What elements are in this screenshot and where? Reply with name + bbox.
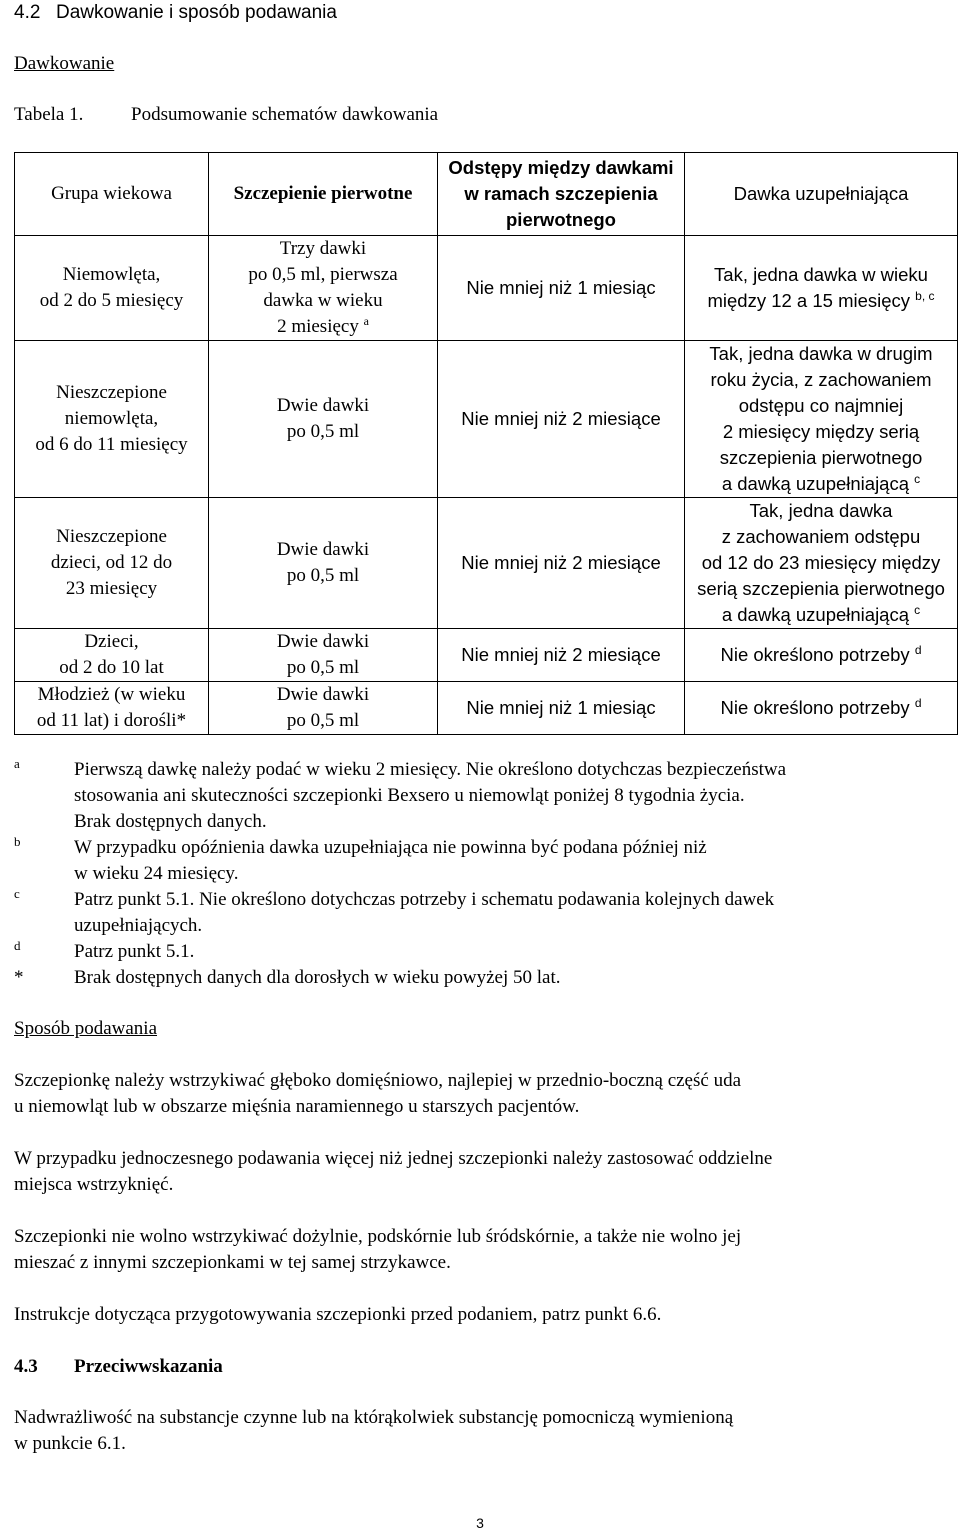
subheading-dosing: Dawkowanie xyxy=(14,53,115,74)
cell-age-group: Młodzież (w wieku od 11 lat) i dorośli* xyxy=(15,682,209,735)
cell-age-group: Nieszczepione niemowlęta, od 6 do 11 miesięcy xyxy=(15,341,209,498)
paragraph: W przypadku jednoczesnego podawania więcej niż jednej szczepionki należy zastosować oddzielne miejsca wstrzyknięć. xyxy=(14,1148,773,1195)
footnote-c: c Patrz punkt 5.1. Nie określono dotychczas potrzeby i schematu podawania kolejnych dawek uzupełniających. xyxy=(14,887,944,939)
contraindications-text: Nadwrażliwość na substancje czynne lub na którąkolwiek substancję pomocniczą wymienioną w punkcie 6.1. xyxy=(14,1407,734,1454)
subheading-administration: Sposób podawania xyxy=(14,1018,158,1039)
dosing-schedule-table xyxy=(14,152,958,735)
cell-primary: Dwie dawki po 0,5 ml xyxy=(209,629,438,682)
cell-primary: Dwie dawki po 0,5 ml xyxy=(209,498,438,629)
header-interval: Odstępy między dawkami w ramach szczepienia pierwotnego xyxy=(438,153,685,236)
footnote-d: d Patrz punkt 5.1. xyxy=(14,939,944,965)
footnote-mark: * xyxy=(14,967,24,988)
section-heading-4-2 xyxy=(14,0,337,26)
cell-primary: Dwie dawki po 0,5 ml xyxy=(209,341,438,498)
cell-age-group: Nieszczepione dzieci, od 12 do 23 miesięcy xyxy=(15,498,209,629)
cell-age-group: Niemowlęta, od 2 do 5 miesięcy xyxy=(15,236,209,341)
footnote-mark: a xyxy=(14,756,20,771)
footnote-ref: a xyxy=(363,314,369,328)
cell-interval: Nie mniej niż 1 miesiąc xyxy=(438,236,685,341)
paragraph: Instrukcje dotycząca przygotowywania szczepionki przed podaniem, patrz punkt 6.6. xyxy=(14,1304,662,1325)
table-caption-title: Podsumowanie schematów dawkowania xyxy=(131,104,439,125)
cell-primary: Dwie dawki po 0,5 ml xyxy=(209,682,438,735)
table-row xyxy=(15,341,958,498)
footnote-mark: b xyxy=(14,834,21,849)
footnote-star: * Brak dostępnych danych dla dorosłych w wieku powyżej 50 lat. xyxy=(14,965,944,991)
footnote-ref: c xyxy=(914,472,921,486)
footnote-ref: c xyxy=(914,603,921,617)
cell-primary: Trzy dawki po 0,5 ml, pierwsza dawka w wieku 2 miesięcy $^a$ xyxy=(209,236,438,341)
page-number: 3 xyxy=(476,1515,484,1531)
paragraph: Szczepionkę należy wstrzykiwać głęboko domięśniowo, najlepiej w przednio-boczną część uda u niemowląt lub w obszarze mięśnia naramiennego u starszych pacjentów. xyxy=(14,1070,742,1117)
header-primary-vaccination: Szczepienie pierwotne xyxy=(209,153,438,236)
cell-booster: Tak, jedna dawka w wieku między 12 a 15 miesięcy $^{b, c}$ xyxy=(685,236,958,341)
cell-interval: Nie mniej niż 2 miesiące xyxy=(438,498,685,629)
footnote-ref: d xyxy=(914,643,922,657)
table-row xyxy=(15,682,958,735)
section-heading-4-3 xyxy=(14,1354,223,1380)
cell-interval: Nie mniej niż 2 miesiące xyxy=(438,341,685,498)
table-header-row xyxy=(15,153,958,236)
table-caption-label: Tabela 1. xyxy=(14,104,84,125)
cell-interval: Nie mniej niż 2 miesiące xyxy=(438,629,685,682)
table-row xyxy=(15,498,958,629)
section-title: Dawkowanie i sposób podawania xyxy=(56,2,337,23)
cell-booster: Nie określono potrzeby $^d$ xyxy=(685,682,958,735)
footnote-mark: d xyxy=(14,938,21,953)
cell-age-group: Dzieci, od 2 do 10 lat xyxy=(15,629,209,682)
header-age-group: Grupa wiekowa xyxy=(15,153,209,236)
cell-booster: Tak, jedna dawka z zachowaniem odstępu od 12 do 23 miesięcy między serią szczepienia pierwotnego a dawką uzupełniającą $^c$ xyxy=(685,498,958,629)
table-row xyxy=(15,629,958,682)
footnote-ref: b, c xyxy=(915,289,935,303)
cell-booster: Nie określono potrzeby $^d$ xyxy=(685,629,958,682)
table-row xyxy=(15,236,958,341)
paragraph: Szczepionki nie wolno wstrzykiwać dożylnie, podskórnie lub śródskórnie, a także nie wolno jej mieszać z innymi szczepionkami w tej samej strzykawce. xyxy=(14,1226,742,1273)
section-title: Przeciwwskazania xyxy=(74,1356,223,1377)
cell-interval: Nie mniej niż 1 miesiąc xyxy=(438,682,685,735)
footnote-mark: c xyxy=(14,886,20,901)
cell-booster: Tak, jedna dawka w drugim roku życia, z zachowaniem odstępu co najmniej 2 miesięcy między serią szczepienia pierwotnego a dawką uzupełniającą $^c$ xyxy=(685,341,958,498)
section-number: 4.3 xyxy=(14,1356,38,1377)
footnote-b: b W przypadku opóźnienia dawka uzupełniająca nie powinna być podana później niż w wieku 24 miesięcy. xyxy=(14,835,944,887)
table-caption xyxy=(14,102,438,128)
section-number: 4.2 xyxy=(14,2,41,23)
footnote-ref: d xyxy=(914,696,922,710)
header-booster: Dawka uzupełniająca xyxy=(685,153,958,236)
footnote-a: a Pierwszą dawkę należy podać w wieku 2 miesięcy. Nie określono dotychczas bezpieczeństwa stosowania ani skuteczności szczepionki Bexsero u niemowląt poniżej 8 tygodnia życia. Brak dostępnych danych. xyxy=(14,757,944,835)
